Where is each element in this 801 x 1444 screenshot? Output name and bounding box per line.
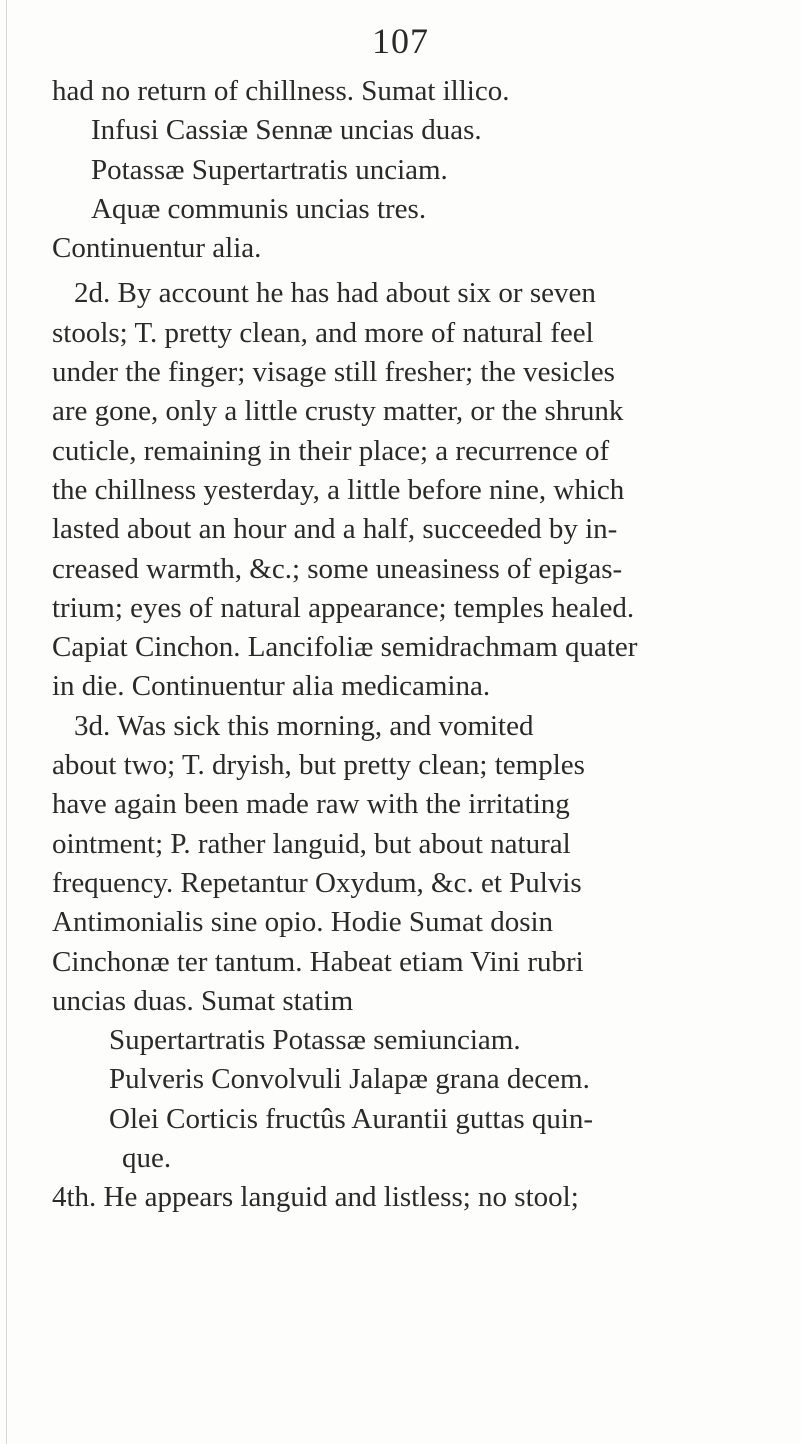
entry-start-line: 3d. Was sick this morning, and vomited <box>74 709 534 742</box>
entry-start-line: 4th. He appears languid and listless; no stool; <box>52 1181 579 1214</box>
text-line: trium; eyes of natural appearance; temples healed. <box>52 591 635 624</box>
text-line: ointment; P. rather languid, but about natural <box>52 827 571 860</box>
text-line: the chillness yesterday, a little before nine, which <box>52 473 625 506</box>
prescription-line: Olei Corticis fructûs Aurantii guttas quin- <box>109 1102 594 1135</box>
text-line: under the finger; visage still fresher; the vesicles <box>52 356 615 389</box>
text-line: had no return of chillness. Sumat illico. <box>52 75 510 107</box>
prescription-line: Potassæ Supertartratis unciam. <box>91 153 448 186</box>
prescription-line: Aquæ communis uncias tres. <box>91 192 427 225</box>
text-line: frequency. Repetantur Oxydum, &c. et Pulvis <box>52 866 582 899</box>
text-line: creased warmth, &c.; some uneasiness of epigas- <box>52 552 623 585</box>
text-line: Continuentur alia. <box>52 232 262 265</box>
text-line: Cinchonæ ter tantum. Habeat etiam Vini rubri <box>52 945 584 978</box>
page-edge <box>6 0 7 1444</box>
text-line: stools; T. pretty clean, and more of natural feel <box>52 316 594 349</box>
text-line: are gone, only a little crusty matter, or the shrunk <box>52 395 624 428</box>
text-line: uncias duas. Sumat statim <box>52 984 354 1017</box>
text-line: have again been made raw with the irritating <box>52 788 570 821</box>
text-line: Antimonialis sine opio. Hodie Sumat dosin <box>52 906 554 939</box>
body-text <box>52 72 792 1218</box>
text-line: Capiat Cinchon. Lancifoliæ semidrachmam quater <box>52 631 638 664</box>
prescription-line: Pulveris Convolvuli Jalapæ grana decem. <box>109 1063 590 1096</box>
prescription-line: que. <box>122 1142 172 1175</box>
entry-start-line: 2d. By account he has had about six or seven <box>74 277 596 310</box>
text-line: about two; T. dryish, but pretty clean; temples <box>52 749 585 782</box>
prescription-line: Supertartratis Potassæ semiunciam. <box>109 1024 521 1057</box>
page-number: 107 <box>372 21 429 61</box>
prescription-line: Infusi Cassiæ Sennæ uncias duas. <box>91 114 482 147</box>
text-line: cuticle, remaining in their place; a recurrence of <box>52 434 610 467</box>
text-line: in die. Continuentur alia medicamina. <box>52 670 491 703</box>
text-line: lasted about an hour and a half, succeeded by in- <box>52 513 618 546</box>
